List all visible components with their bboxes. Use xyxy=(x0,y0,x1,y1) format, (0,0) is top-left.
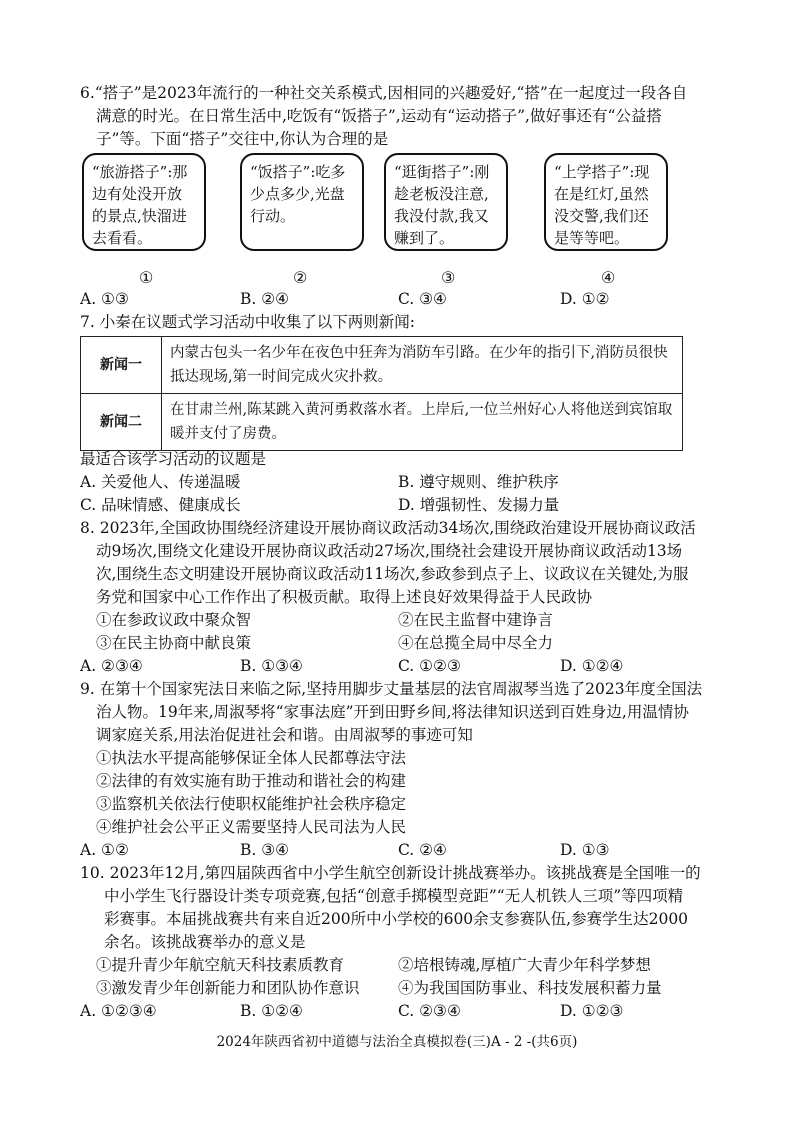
q6-bubble-2: “饭搭子”:吃多少点多少,光盘行动。 xyxy=(240,153,364,251)
q10-option-d[interactable]: D. ①②③ xyxy=(560,1002,624,1020)
q8-item-2: ②在民主监督中建诤言 xyxy=(398,611,554,629)
q10-line-1: 10. 2023年12月,第四届陕西省中小学生航空创新设计挑战赛举办。该挑战赛是全国唯一的 xyxy=(80,864,701,882)
q9-line-3: 调家庭关系,用法治促进社会和谐。由周淑琴的事迹可知 xyxy=(96,726,473,744)
q6-line-2: 满意的时光。在日常生活中,吃饭有“饭搭子”,运动有“运动搭子”,做好事还有“公益搭 xyxy=(96,107,662,125)
q8-line-2: 动9场次,围绕文化建设开展协商议政活动27场次,围绕社会建设开展协商议政活动13场 xyxy=(96,542,683,560)
q7-question: 最适合该学习活动的议题是 xyxy=(80,450,267,468)
q8-item-4: ④在总揽全局中尽全力 xyxy=(398,634,554,652)
q7-news-table xyxy=(80,336,683,451)
q10-line-2: 中小学生飞行器设计类专项竞赛,包括“创意手掷模型竞距”“无人机铁人三项”等四项精 xyxy=(104,887,684,905)
q9-option-d[interactable]: D. ①③ xyxy=(560,841,610,859)
q8-item-3: ③在民主协商中献良策 xyxy=(96,634,252,652)
q7-news-2-content: 在甘肃兰州,陈某跳入黄河勇救落水者。上岸后,一位兰州好心人将他送到宾馆取暖并支付了房费。 xyxy=(162,394,683,451)
q9-item-1: ①执法水平提高能够保证全体人民都尊法守法 xyxy=(96,749,407,767)
q7-option-d[interactable]: D. 增强韧性、发揚力量 xyxy=(398,496,560,514)
q9-item-3: ③监察机关依法行使职权能维护社会秩序稳定 xyxy=(96,795,407,813)
q6-option-d[interactable]: D. ①② xyxy=(560,290,610,308)
q7-news-1-title: 新闻一 xyxy=(81,337,162,394)
q9-line-1: 9. 在第十个国家宪法日来临之际,坚持用脚步丈量基层的法官周淑琴当选了2023年度全国法 xyxy=(80,680,703,698)
q9-item-2: ②法律的有效实施有助于推动和谐社会的构建 xyxy=(96,772,407,790)
q6-bubble-3: “逛街搭子”:刚趁老板没注意,我没付款,我又赚到了。 xyxy=(384,153,508,251)
q8-item-1: ①在参政议政中聚众智 xyxy=(96,611,252,629)
q8-line-1: 8. 2023年,全国政协围绕经济建设开展协商议政活动34场次,围绕政治建设开展协商议政活 xyxy=(80,519,696,537)
q6-bubble-4: “上学搭子”:现在是红灯,虽然没交警,我们还是等等吧。 xyxy=(544,153,668,251)
q10-option-b[interactable]: B. ①②④ xyxy=(240,1002,303,1020)
q6-line-1: 6.“搭子”是2023年流行的一种社交关系模式,因相同的兴趣爱好,“搭”在一起度过一段各自 xyxy=(80,84,688,102)
q10-option-c[interactable]: C. ②③④ xyxy=(398,1002,461,1020)
q7-option-c[interactable]: C. 品味情感、健康成长 xyxy=(80,496,241,514)
q6-bubble-label-3: ③ xyxy=(441,268,456,287)
q6-option-b[interactable]: B. ②④ xyxy=(240,290,290,308)
page-footer: 2024年陕西省初中道德与法治全真模拟卷(三)A - 2 -(共6页) xyxy=(216,1034,578,1050)
q9-option-b[interactable]: B. ③④ xyxy=(240,841,290,859)
q10-item-1: ①提升青少年航空航天科技素质教育 xyxy=(96,956,345,974)
q7-news-row xyxy=(81,337,683,394)
q6-bubble-label-4: ④ xyxy=(601,268,616,287)
q9-item-4: ④维护社会公平正义需要坚持人民司法为人民 xyxy=(96,818,407,836)
q6-line-3: 子”等。下面“搭子”交往中,你认为合理的是 xyxy=(96,130,389,148)
q6-bubble-label-1: ① xyxy=(139,268,154,287)
q6-option-c[interactable]: C. ③④ xyxy=(398,290,447,308)
q8-option-d[interactable]: D. ①②④ xyxy=(560,657,624,675)
q8-line-3: 次,围绕生态文明建设开展协商议政活动11场次,参政参到点子上、议政议在关键处,为服 xyxy=(96,565,689,583)
q8-option-a[interactable]: A. ②③④ xyxy=(80,657,143,675)
q7-news-row xyxy=(81,394,683,451)
q10-item-2: ②培根铸魂,厚植广大青少年科学梦想 xyxy=(398,956,651,974)
q10-item-4: ④为我国国防事业、科技发展积蓄力量 xyxy=(398,979,662,997)
q8-option-c[interactable]: C. ①②③ xyxy=(398,657,461,675)
q9-option-c[interactable]: C. ②④ xyxy=(398,841,447,859)
q6-option-a[interactable]: A. ①③ xyxy=(80,290,129,308)
q7-stem: 7. 小秦在议题式学习活动中收集了以下两则新闻: xyxy=(80,313,415,331)
q10-item-3: ③激发青少年创新能力和团队协作意识 xyxy=(96,979,360,997)
q10-option-a[interactable]: A. ①②③④ xyxy=(80,1002,157,1020)
q6-bubble-1: “旅游搭子”:那边有处没开放的景点,快溜进去看看。 xyxy=(82,153,206,251)
q8-line-4: 务党和国家中心工作作出了积极贡献。取得上述良好效果得益于人民政协 xyxy=(96,588,593,606)
q7-news-1-content: 内蒙古包头一名少年在夜色中狂奔为消防车引路。在少年的指引下,消防员很快抵达现场,第一时间完成火灾扑救。 xyxy=(162,337,683,394)
q9-option-a[interactable]: A. ①② xyxy=(80,841,129,859)
q7-option-a[interactable]: A. 关爱他人、传递温暖 xyxy=(80,473,241,491)
q10-line-3: 彩赛事。本届挑战赛共有来自近200所中小学校的600余支参赛队伍,参赛学生达2000 xyxy=(104,910,689,928)
q10-line-4: 余名。该挑战赛举办的意义是 xyxy=(104,933,306,951)
q8-option-b[interactable]: B. ①③④ xyxy=(240,657,303,675)
q9-line-2: 治人物。19年来,周淑琴将“家事法庭”开到田野乡间,将法律知识送到百姓身边,用温情协 xyxy=(96,703,689,721)
q6-bubble-label-2: ② xyxy=(293,268,308,287)
q7-news-2-title: 新闻二 xyxy=(81,394,162,451)
q7-option-b[interactable]: B. 遵守规则、维护秩序 xyxy=(398,473,559,491)
